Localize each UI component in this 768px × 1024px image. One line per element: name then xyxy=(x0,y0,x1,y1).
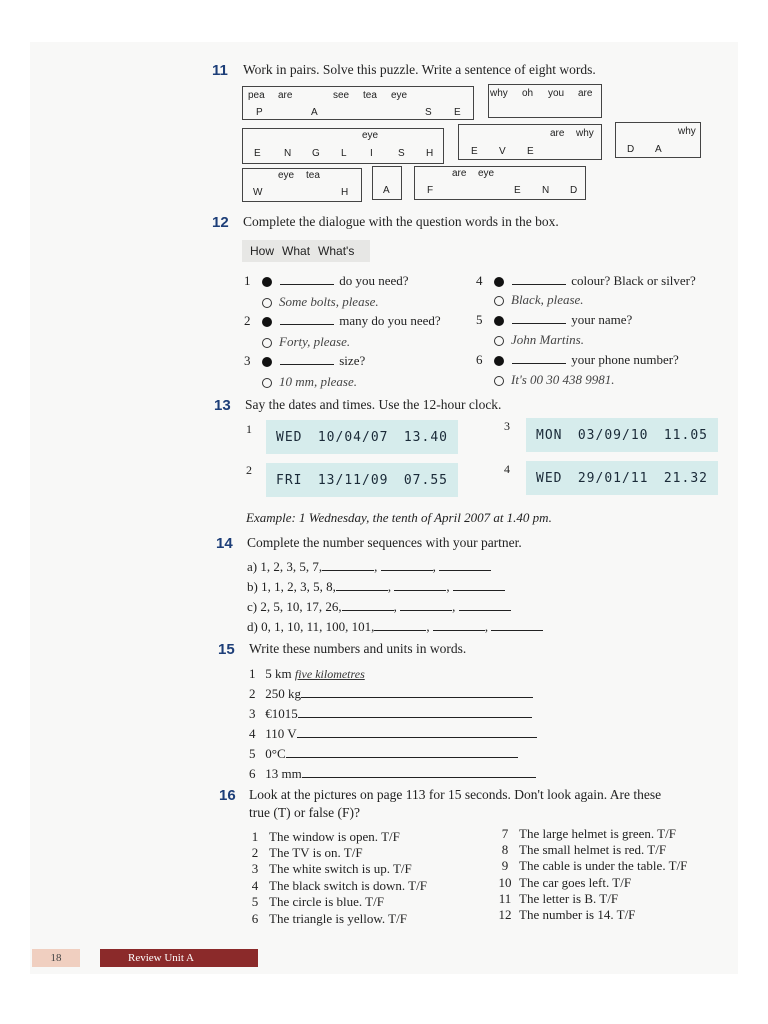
dialogue-answer: Forty, please. xyxy=(244,334,350,350)
sequence-item: c) 2, 5, 10, 17, 26, , , xyxy=(247,599,511,615)
puzzle-word: are xyxy=(452,168,467,179)
units-item: 3 €1015 xyxy=(249,706,532,722)
dialogue-answer: John Martins. xyxy=(476,332,584,348)
dialogue-question: 2 many do you need? xyxy=(244,313,441,328)
true-false-item: 5 The circle is blue. T/F xyxy=(251,894,384,909)
page-number: 18 xyxy=(32,949,80,967)
date-time-display: MON 03/09/10 11.05 xyxy=(526,418,718,452)
puzzle-word: tea xyxy=(306,170,320,181)
puzzle-letter: D xyxy=(627,144,635,155)
true-false-item: 7 The large helmet is green. T/F xyxy=(501,826,676,841)
true-false-item: 12 The number is 14. T/F xyxy=(498,907,636,922)
display-number: 2 xyxy=(246,463,252,477)
puzzle-word: eye xyxy=(278,170,295,181)
true-false-item: 2 The TV is on. T/F xyxy=(251,845,363,860)
sequence-item: a) 1, 2, 3, 5, 7, , , xyxy=(247,559,491,575)
exercise-16-instruction: Look at the pictures on page 113 for 15 seconds. Don't look again. Are these xyxy=(249,787,662,802)
dialogue-question: 3 size? xyxy=(244,353,366,368)
puzzle-word: tea xyxy=(363,90,377,101)
dialogue-answer: Black, please. xyxy=(476,292,584,308)
sequence-item: d) 0, 1, 10, 11, 100, 101, , , xyxy=(247,619,543,635)
dialogue-question: 5 your name? xyxy=(476,312,633,327)
true-false-item: 9 The cable is under the table. T/F xyxy=(501,858,688,873)
dialogue-answer: It's 00 30 438 9981. xyxy=(476,372,615,388)
units-item: 6 13 mm xyxy=(249,766,536,782)
puzzle-letter: S xyxy=(425,107,432,118)
word-box-item: What's xyxy=(318,244,355,258)
exercise-12-number: 12 xyxy=(212,214,229,231)
units-item: 1 5 km five kilometres xyxy=(249,666,365,681)
display-number: 1 xyxy=(246,422,252,436)
exercise-13-instruction: Say the dates and times. Use the 12-hour clock. xyxy=(245,397,502,412)
puzzle-letter: P xyxy=(256,107,263,118)
puzzle-word: eye xyxy=(478,168,495,179)
sequence-item: b) 1, 1, 2, 3, 5, 8, , , xyxy=(247,579,505,595)
puzzle-letter: V xyxy=(499,146,506,157)
puzzle-letter: W xyxy=(253,187,263,198)
dialogue-answer: 10 mm, please. xyxy=(244,374,357,390)
unit-label: Review Unit A xyxy=(100,949,258,967)
date-time-display: WED 10/04/07 13.40 xyxy=(266,420,458,454)
exercise-14-number: 14 xyxy=(216,535,233,552)
display-number: 3 xyxy=(504,419,510,433)
puzzle-letter: G xyxy=(312,148,320,159)
puzzle-word: are xyxy=(550,128,565,139)
exercise-13-number: 13 xyxy=(214,397,231,414)
puzzle-word: are xyxy=(578,88,593,99)
exercise-11-instruction: Work in pairs. Solve this puzzle. Write a sentence of eight words. xyxy=(243,62,596,77)
puzzle-letter: E xyxy=(514,185,521,196)
dialogue-question: 1 do you need? xyxy=(244,273,409,288)
puzzle-letter: H xyxy=(341,187,349,198)
true-false-item: 4 The black switch is down. T/F xyxy=(251,878,427,893)
true-false-item: 1 The window is open. T/F xyxy=(251,829,400,844)
puzzle-letter: F xyxy=(427,185,434,196)
true-false-item: 10 The car goes left. T/F xyxy=(498,875,632,890)
dialogue-question: 4 colour? Black or silver? xyxy=(476,273,696,288)
exercise-16-instruction-2: true (T) or false (F)? xyxy=(249,805,360,820)
puzzle-letter: E xyxy=(254,148,261,159)
units-item: 5 0°C xyxy=(249,746,518,762)
puzzle-word: why xyxy=(576,128,594,139)
true-false-item: 8 The small helmet is red. T/F xyxy=(501,842,667,857)
dialogue-question: 6 your phone number? xyxy=(476,352,679,367)
exercise-11-number: 11 xyxy=(212,62,228,79)
true-false-item: 11 The letter is B. T/F xyxy=(498,891,619,906)
date-time-display: FRI 13/11/09 07.55 xyxy=(266,463,458,497)
dialogue-answer: Some bolts, please. xyxy=(244,294,379,310)
exercise-15-number: 15 xyxy=(218,641,235,658)
word-box-item: What xyxy=(282,244,311,258)
true-false-item: 3 The white switch is up. T/F xyxy=(251,861,412,876)
puzzle-letter: I xyxy=(370,148,373,159)
puzzle-letter: D xyxy=(570,185,578,196)
puzzle-word: oh xyxy=(522,88,534,99)
exercise-13-example: Example: 1 Wednesday, the tenth of April 2007 at 1.40 pm. xyxy=(246,510,552,525)
puzzle-letter: E xyxy=(454,107,461,118)
puzzle-letter: A xyxy=(655,144,662,155)
date-time-display: WED 29/01/11 21.32 xyxy=(526,461,718,495)
puzzle-letter: A xyxy=(383,185,390,196)
puzzle-word: are xyxy=(278,90,293,101)
exercise-15-instruction: Write these numbers and units in words. xyxy=(249,641,467,656)
puzzle-group-1 xyxy=(242,86,474,120)
puzzle-letter: L xyxy=(341,148,347,159)
puzzle-letter: A xyxy=(311,107,318,118)
units-item: 4 110 V xyxy=(249,726,537,742)
puzzle-word: why xyxy=(490,88,508,99)
true-false-item: 6 The triangle is yellow. T/F xyxy=(251,911,407,926)
units-item: 2 250 kg xyxy=(249,686,533,702)
exercise-12-instruction: Complete the dialogue with the question words in the box. xyxy=(243,214,559,229)
puzzle-group-3c xyxy=(414,166,586,200)
puzzle-word: eye xyxy=(362,130,379,141)
word-box xyxy=(242,240,370,262)
puzzle-word: see xyxy=(333,90,350,101)
puzzle-letter: E xyxy=(471,146,478,157)
puzzle-letter: H xyxy=(426,148,434,159)
puzzle-letter: N xyxy=(542,185,550,196)
puzzle-letter: E xyxy=(527,146,534,157)
word-box-item: How xyxy=(250,244,275,258)
puzzle-letter: N xyxy=(284,148,292,159)
puzzle-word: eye xyxy=(391,90,408,101)
puzzle-word: you xyxy=(548,88,565,99)
puzzle-word: why xyxy=(678,126,696,137)
exercise-14-instruction: Complete the number sequences with your partner. xyxy=(247,535,522,550)
exercise-16-number: 16 xyxy=(219,787,236,804)
display-number: 4 xyxy=(504,462,510,476)
puzzle-word: pea xyxy=(248,90,265,101)
puzzle-letter: S xyxy=(398,148,405,159)
